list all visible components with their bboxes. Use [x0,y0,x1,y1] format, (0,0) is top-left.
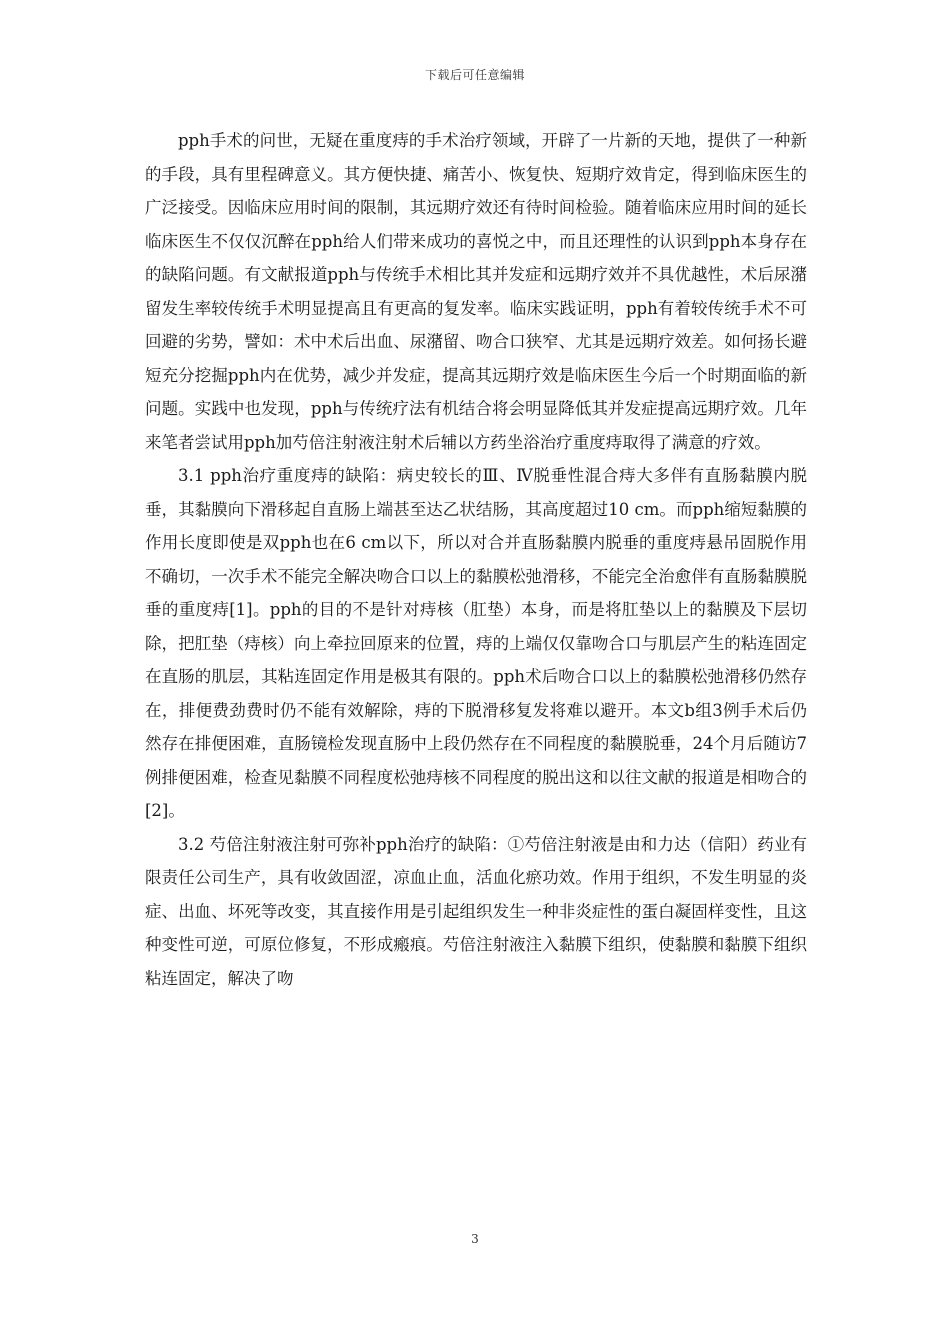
page-header: 下载后可任意编辑 [424,68,525,82]
paragraph-intro: pph手术的问世，无疑在重度痔的手术治疗领域，开辟了一片新的天地，提供了一种新的手段，具有里程碑意义。其方便快捷、痛苦小、恢复快、短期疗效肯定，得到临床医生的广泛接受。因临床应用时间的限制，其远期疗效还有待时间检验。随着临床应用时间的延长临床医生不仅仅沉醉在pph给人们带来成功的喜悦之中，而且还理性的认识到pph本身存在的缺陷问题。有文献报道pph与传统手术相比其并发症和远期疗效并不具优越性，术后尿潴留发生率较传统手术明显提高且有更高的复发率。临床实践证明，pph有着较传统手术不可回避的劣势，譬如：术中术后出血、尿潴留、吻合口狭窄、尤其是远期疗效差。如何扬长避短充分挖掘pph内在优势，减少并发症，提高其远期疗效是临床医生今后一个时期面临的新问题。实践中也发现，pph与传统疗法有机结合将会明显降低其并发症提高远期疗效。几年来笔者尝试用pph加芍倍注射液注射术后辅以方药坐浴治疗重度痔取得了满意的疗效。 [145,131,807,452]
document-body [145,124,807,995]
paragraph-section-3-2: 3.2 芍倍注射液注射可弥补pph治疗的缺陷：①芍倍注射液是由和力达（信阳）药业有限责任公司生产，具有收敛固涩，凉血止血，活血化瘀功效。作用于组织，不发生明显的炎症、出血、坏死等改变，其直接作用是引起组织发生一种非炎症性的蛋白凝固样变性，且这种变性可逆，可原位修复，不形成瘢痕。芍倍注射液注入黏膜下组织，使黏膜和黏膜下组织粘连固定，解决了吻 [145,834,807,988]
paragraph-section-3-1: 3.1 pph治疗重度痔的缺陷：病史较长的Ⅲ、Ⅳ脱垂性混合痔大多伴有直肠黏膜内脱垂，其黏膜向下滑移起自直肠上端甚至达乙状结肠，其高度超过10 cm。而pph缩短黏膜的作用长度即使是双pph也在6 cm以下，所以对合并直肠黏膜内脱垂的重度痔悬吊固脱作用不确切，一次手术不能完全解决吻合口以上的黏膜松弛滑移，不能完全治愈伴有直肠黏膜脱垂的重度痔[1]。pph的目的不是针对痔核（肛垫）本身，而是将肛垫以上的黏膜及下层切除，把肛垫（痔核）向上牵拉回原来的位置，痔的上端仅仅靠吻合口与肌层产生的粘连固定在直肠的肌层，其粘连固定作用是极其有限的。pph术后吻合口以上的黏膜松弛滑移仍然存在，排便费劲费时仍不能有效解除，痔的下脱滑移复发将难以避开。本文b组3例手术后仍然存在排便困难，直肠镜检发现直肠中上段仍然存在不同程度的黏膜脱垂，24个月后随访7例排便困难，检查见黏膜不同程度松弛痔核不同程度的脱出这和以往文献的报道是相吻合的[2]。 [145,466,807,820]
page-number: 3 [471,1232,479,1246]
